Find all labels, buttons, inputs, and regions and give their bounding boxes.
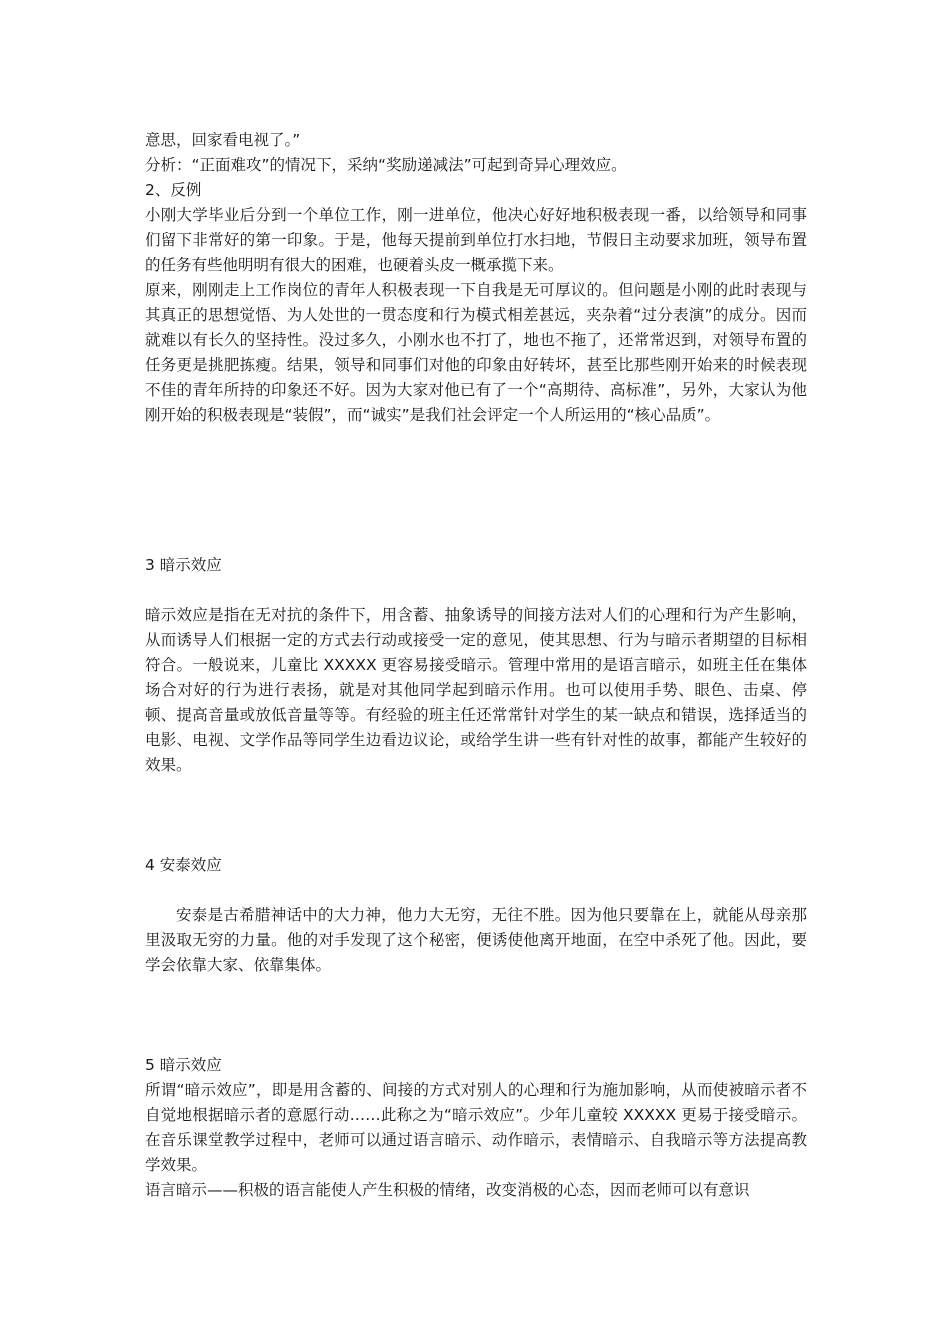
spacer xyxy=(145,428,807,553)
paragraph-suggestion-effect: 暗示效应是指在无对抗的条件下，用含蓄、抽象诱导的间接方法对人们的心理和行为产生影响，从而诱导人们根据一定的方式去行动或接受一定的意见，使其思想、行为与暗示者期望的目标相符合。一般说来，儿童比 XXXXX 更容易接受暗示。管理中常用的是语言暗示，如班主任在集体场合对好的行为进行表扬，就是对其他同学起到暗示作用。也可以使用手势、眼色、击桌、停顿、提高音量或放低音量等等。有经验的班主任还常常针对学生的某一缺点和错误，选择适当的电影、电视、文学作品等同学生边看边议论，或给学生讲一些有针对性的故事，都能产生较好的效果。 xyxy=(145,606,807,774)
paragraph-antaeus-effect: 安泰是古希腊神话中的大力神，他力大无穷，无往不胜。因为他只要靠在上，就能从母亲那里汲取无穷的力量。他的对手发现了这个秘密，便诱使他离开地面，在空中杀死了他。因此，要学会依靠大家、依靠集体。 xyxy=(145,906,807,974)
spacer xyxy=(145,578,807,603)
document-page xyxy=(145,128,807,1203)
paragraph-xiaogang-story: 小刚大学毕业后分到一个单位工作，刚一进单位，他决心好好地积极表现一番，以给领导和同事们留下非常好的第一印象。于是，他每天提前到单位打水扫地，节假日主动要求加班，领导布置的任务有些他明明有很大的困难，也硬着头皮一概承揽下来。 xyxy=(145,206,807,274)
heading-antaeus-effect: 4 安泰效应 xyxy=(145,856,222,874)
spacer xyxy=(145,978,807,1053)
heading-suggestion-effect: 3 暗示效应 xyxy=(145,556,222,574)
paragraph-verbal-suggestion: 语言暗示——积极的语言能使人产生积极的情绪，改变消极的心态，因而老师可以有意识 xyxy=(145,1181,750,1199)
spacer xyxy=(145,878,807,903)
paragraph-analysis: 分析：“正面难攻”的情况下，采纳“奖励递减法”可起到奇异心理效应。 xyxy=(145,156,627,174)
spacer xyxy=(145,778,807,853)
paragraph-quote-end: 意思，回家看电视了。” xyxy=(145,131,301,149)
subheading-counterexample: 2、反例 xyxy=(145,181,202,199)
paragraph-xiaogang-analysis: 原来，刚刚走上工作岗位的青年人积极表现一下自我是无可厚议的。但问题是小刚的此时表现与其真正的思想觉悟、为人处世的一贯态度和行为模式相差甚远，夹杂着“过分表演”的成分。因而就难以有长久的坚持性。没过多久，小刚水也不打了，地也不拖了，还常常迟到，对领导布置的任务更是挑肥拣瘦。结果，领导和同事们对他的印象由好转坏，甚至比那些刚开始来的时候表现不佳的青年所持的印象还不好。因为大家对他已有了一个“高期待、高标准”，另外，大家认为他刚开始的积极表现是“装假”，而“诚实”是我们社会评定一个人所运用的“核心品质”。 xyxy=(145,281,807,424)
heading-suggestion-effect-2: 5 暗示效应 xyxy=(145,1056,222,1074)
paragraph-suggestion-effect-2: 所谓“暗示效应”，即是用含蓄的、间接的方式对别人的心理和行为施加影响，从而使被暗示者不自觉地根据暗示者的意愿行动……此称之为“暗示效应”。少年儿童较 XXXXX 更易于接受暗示。在音乐课堂教学过程中，老师可以通过语言暗示、动作暗示，表情暗示、自我暗示等方法提高教学效果。 xyxy=(145,1081,807,1174)
